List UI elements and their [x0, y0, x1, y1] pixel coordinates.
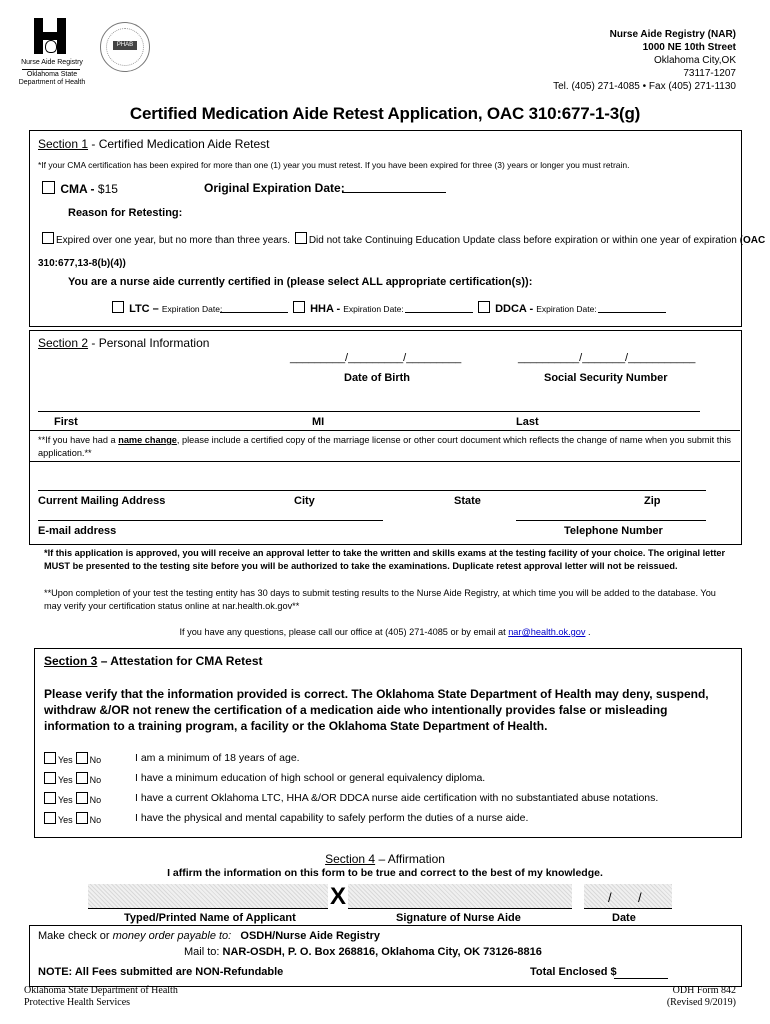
form-title: Certified Medication Aide Retest Application, OAC 310:677-1-3(g): [129, 104, 641, 123]
reason-expired-checkbox[interactable]: [42, 232, 54, 244]
mail-to-line: Mail to: NAR-OSDH, P. O. Box 268816, Oklahoma City, OK 73126-8816: [184, 946, 542, 958]
hha-exp-date-field[interactable]: [405, 312, 473, 313]
city-label: City: [294, 495, 315, 507]
ddca-exp-date-field[interactable]: [598, 312, 666, 313]
verify-text: Please verify that the information provided is correct. The Oklahoma State Department of Health may deny, suspend, withdraw &/OR not renew the certification of a medication aide who intentionally provides false or misleading information to a training program, a facility or the Oklahoma State Department of Health.: [44, 687, 709, 733]
ssn-label: Social Security Number: [544, 372, 668, 384]
address-phone: Tel. (405) 271-4085 • Fax (405) 271-1130: [553, 81, 736, 92]
total-label: Total Enclosed $: [530, 966, 617, 978]
phone-label: Telephone Number: [564, 525, 663, 537]
state-label: State: [454, 495, 481, 507]
mailing-address-field[interactable]: [38, 490, 706, 491]
section-4-title: – Affirmation: [375, 852, 445, 866]
attestation-row: Yes No I am a minimum of 18 years of age.: [44, 752, 101, 772]
cma-option[interactable]: [42, 181, 118, 196]
cert-question: You are a nurse aide currently certified in (please select ALL appropriate certification(s)):: [68, 276, 533, 288]
dob-label: Date of Birth: [344, 372, 410, 384]
phab-seal-icon: [100, 22, 150, 72]
section-2-divider: [30, 430, 740, 431]
section-3-box: [34, 648, 742, 838]
section-2-number: Section 2: [38, 336, 89, 350]
section-3-number: Section 3: [44, 654, 98, 668]
hha-label: HHA -: [310, 303, 344, 315]
no-checkbox[interactable]: [76, 772, 88, 784]
attestation-statement: I have a current Oklahoma LTC, HHA &/OR DDCA nurse aide certification with no substantiated abuse notations.: [135, 792, 659, 804]
reason-label: Reason for Retesting:: [68, 207, 183, 219]
signature-field[interactable]: [348, 884, 572, 909]
hha-checkbox[interactable]: [293, 301, 305, 313]
hha-option: [293, 301, 404, 315]
date-label: Date: [612, 912, 636, 924]
org-divider: [22, 69, 80, 70]
name-field-line[interactable]: [38, 411, 700, 412]
footer-service: Protective Health Services: [24, 997, 131, 1008]
seal-label: PHAB: [113, 41, 137, 50]
ltc-exp-date-field[interactable]: [220, 312, 288, 313]
address-street: 1000 NE 10th Street: [642, 42, 736, 53]
ltc-label: LTC –: [129, 303, 162, 315]
yes-checkbox[interactable]: [44, 772, 56, 784]
attestation-statement: I am a minimum of 18 years of age.: [135, 752, 300, 764]
section-3-heading: [44, 654, 262, 668]
signature-label: Signature of Nurse Aide: [396, 912, 521, 924]
section-1-title: - Certified Medication Aide Retest: [88, 137, 270, 151]
footer-dept: Oklahoma State Department of Health: [24, 985, 178, 996]
email-link[interactable]: nar@health.ok.gov: [508, 627, 586, 637]
orig-exp-label: Original Expiration Date:: [204, 181, 345, 195]
attestation-row: Yes No I have a current Oklahoma LTC, HHA &/OR DDCA nurse aide certification with no substantiated abuse notations.: [44, 792, 101, 812]
name-change-note: **If you have had a name change, please include a certified copy of the marriage license or other court document which reflects the change of name when you submit this application.**: [38, 435, 732, 458]
signature-x-mark: X: [330, 883, 347, 910]
typed-name-label: Typed/Printed Name of Applicant: [124, 912, 296, 924]
completion-notice: **Upon completion of your test the testing entity has 30 days to submit testing results to the Nurse Aide Registry, at which time you will be added to the database. You may verify your certification status online at nar.health.ok.gov**: [44, 588, 716, 611]
retest-note: *If your CMA certification has been expired for more than one (1) year you must retest. If you have been expired for three (3) years or longer you must retrain.: [38, 160, 630, 170]
dob-field[interactable]: _________/_________/_________: [290, 352, 462, 364]
phone-field[interactable]: [516, 520, 706, 521]
last-name-label: Last: [516, 416, 539, 428]
section-1-heading: [38, 137, 269, 151]
reason-opt2: Did not take Continuing Education Update class before expiration or within one year of expiration (: [308, 235, 743, 246]
no-checkbox[interactable]: [76, 812, 88, 824]
attestation-row: Yes No I have the physical and mental capability to safely perform the duties of a nurse aide.: [44, 812, 101, 832]
email-label: E-mail address: [38, 525, 117, 537]
osdh-logo: [30, 18, 70, 56]
attestation-list: [44, 752, 659, 832]
reason-opt1: Expired over one year, but no more than three years.: [56, 235, 291, 246]
yes-checkbox[interactable]: [44, 812, 56, 824]
address-label: Current Mailing Address: [38, 495, 166, 507]
org-program-name: Nurse Aide Registry: [21, 59, 83, 66]
section-2-divider-2: [30, 461, 740, 462]
typed-name-field[interactable]: [88, 884, 328, 909]
footer-left: [24, 985, 178, 1009]
mail-address: NAR-OSDH, P. O. Box 268816, Oklahoma City, OK 73126-8816: [222, 946, 542, 958]
reason-no-ce-checkbox[interactable]: [295, 232, 307, 244]
reason-opt2-ref: OAC: [742, 235, 766, 246]
ddca-exp-label: Expiration Date:: [536, 304, 597, 314]
cma-fee: $15: [97, 182, 118, 196]
form-number: ODH Form 842: [672, 985, 736, 996]
cma-label: CMA -: [60, 182, 98, 196]
org-dept-name: Department of Health: [18, 79, 86, 86]
orig-exp-date-field[interactable]: [342, 192, 446, 193]
total-enclosed-field[interactable]: [614, 978, 668, 979]
address-zip: 73117-1207: [683, 68, 736, 79]
payee: OSDH/Nurse Aide Registry: [240, 930, 380, 942]
section-2-title: - Personal Information: [88, 336, 210, 350]
address-city: Oklahoma City,OK: [653, 55, 736, 66]
footer-right: [667, 985, 736, 1009]
ddca-label: DDCA -: [495, 303, 537, 315]
cert-options: [112, 301, 222, 315]
section-1-number: Section 1: [38, 137, 89, 151]
org-state-name: Oklahoma State: [26, 71, 78, 78]
mi-label: MI: [312, 416, 325, 428]
section-3-title: – Attestation for CMA Retest: [97, 654, 263, 668]
ssn-field[interactable]: __________/_______/___________: [518, 352, 696, 364]
zip-label: Zip: [644, 495, 661, 507]
section-4-heading: [0, 852, 770, 866]
attestation-statement: I have a minimum education of high school or general equivalency diploma.: [135, 772, 486, 784]
ddca-checkbox[interactable]: [478, 301, 490, 313]
yes-checkbox[interactable]: [44, 752, 56, 764]
fees-note: NOTE: All Fees submitted are NON-Refundable: [38, 966, 284, 978]
approval-notice: *If this application is approved, you will receive an approval letter to take the written and skills exams at the testing facility of your choice. The original letter MUST be presented to the testing site before you will be authorized to take the examinations. Duplicate retest approval letter will not be reissued.: [44, 548, 726, 571]
attestation-row: Yes No I have a minimum education of high school or general equivalency diploma.: [44, 772, 101, 792]
date-field[interactable]: / /: [584, 884, 672, 909]
reason-row: [42, 232, 765, 246]
ltc-exp-label: Expiration Date:: [161, 304, 223, 314]
address-name: Nurse Aide Registry (NAR): [609, 29, 736, 40]
address-block: [553, 28, 736, 93]
ddca-option: [478, 301, 597, 315]
no-checkbox[interactable]: [76, 792, 88, 804]
name-change-emphasis: name change: [118, 435, 177, 445]
reason-ref-cont: 310:677,13-8(b)(4)): [38, 258, 126, 269]
yes-checkbox[interactable]: [44, 792, 56, 804]
attestation-statement: I have the physical and mental capability to safely perform the duties of a nurse aide.: [135, 812, 529, 824]
section-4-number: Section 4: [325, 852, 376, 866]
questions-line: If you have any questions, please call our office at (405) 271-4085 or by email at nar@health.ok.gov .: [179, 627, 591, 637]
revision-date: (Revised 9/2019): [666, 997, 736, 1008]
ltc-checkbox[interactable]: [112, 301, 124, 313]
logo-h-icon: [34, 18, 66, 54]
section-2-heading: [38, 336, 209, 350]
no-checkbox[interactable]: [76, 752, 88, 764]
first-name-label: First: [54, 416, 78, 428]
hha-exp-label: Expiration Date:: [343, 304, 404, 314]
email-field[interactable]: [38, 520, 383, 521]
payable-line: Make check or money order payable to: OSDH/Nurse Aide Registry: [38, 930, 380, 942]
affirm-text: I affirm the information on this form to be true and correct to the best of my knowledge.: [167, 867, 603, 879]
cma-checkbox[interactable]: [42, 181, 55, 194]
